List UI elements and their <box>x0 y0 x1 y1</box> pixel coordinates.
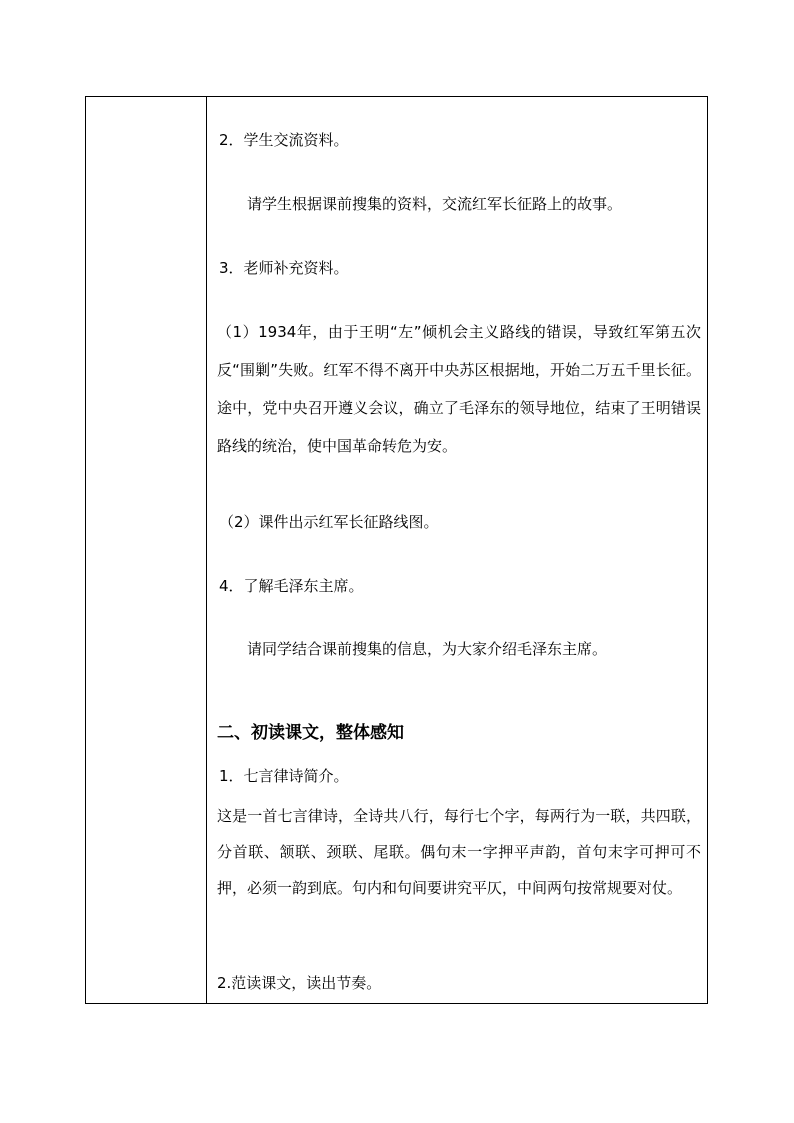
step3-item2: （2）课件出示红军长征路线图。 <box>219 513 439 531</box>
section2-heading: 二、初读课文，整体感知 <box>217 723 404 743</box>
s2-step1-body: 这是一首七言律诗，全诗共八行，每行七个字，每两行为一联，共四联，分首联、颔联、颈联、尾联。偶句末一字押平声韵，首句末字可押可不押，必须一韵到底。句内和句间要讲究平仄，中间两句按常规要对仗。 <box>217 807 701 897</box>
lesson-table <box>85 96 708 1004</box>
step4-title: 4．了解毛泽东主席。 <box>219 577 364 595</box>
s2-step2-title: 2.范读课文，读出节奏。 <box>217 974 382 992</box>
content-column-cell <box>207 97 707 1003</box>
step3-title: 3．老师补充资料。 <box>219 259 349 277</box>
step2-body: 请学生根据课前搜集的资料，交流红军长征路上的故事。 <box>247 195 623 213</box>
step3-item1: （1）1934年，由于王明“左”倾机会主义路线的错误，导致红军第五次反“围剿”失败。红军不得不离开中央苏区根据地，开始二万五千里长征。途中，党中央召开遵义会议，确立了毛泽东的领导地位，结束了王明错误路线的统治，使中国革命转危为安。 <box>217 323 701 455</box>
s2-step1-title: 1．七言律诗简介。 <box>219 767 349 785</box>
left-column-cell <box>86 97 207 1003</box>
step2-title: 2．学生交流资料。 <box>219 131 349 149</box>
step4-body: 请同学结合课前搜集的信息，为大家介绍毛泽东主席。 <box>247 640 608 658</box>
